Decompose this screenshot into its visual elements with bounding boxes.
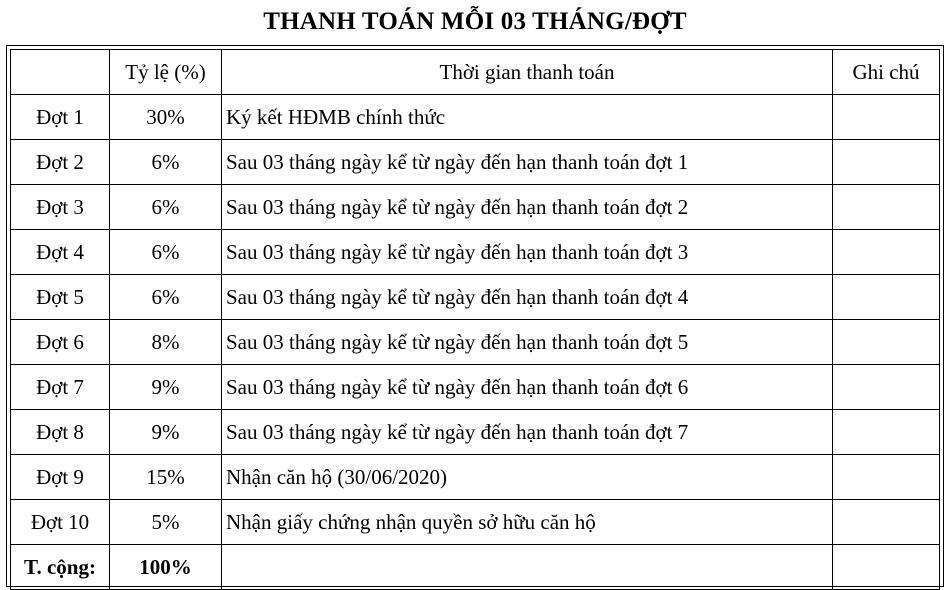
table-row	[11, 365, 940, 410]
header-schedule: Thời gian thanh toán	[222, 50, 833, 95]
note-cell	[833, 500, 940, 545]
installment-cell: Đợt 7	[11, 365, 110, 410]
header-row	[11, 50, 940, 95]
installment-cell: Đợt 1	[11, 95, 110, 140]
rate-cell: 6%	[110, 140, 222, 185]
table-row	[11, 95, 940, 140]
table-row	[11, 185, 940, 230]
note-cell	[833, 140, 940, 185]
table-row	[11, 320, 940, 365]
table-body	[11, 95, 940, 545]
schedule-cell: Sau 03 tháng ngày kể từ ngày đến hạn thanh toán đợt 7	[222, 410, 833, 455]
table-row	[11, 140, 940, 185]
schedule-cell: Sau 03 tháng ngày kể từ ngày đến hạn thanh toán đợt 1	[222, 140, 833, 185]
schedule-cell: Sau 03 tháng ngày kể từ ngày đến hạn thanh toán đợt 3	[222, 230, 833, 275]
header-note: Ghi chú	[833, 50, 940, 95]
schedule-cell: Sau 03 tháng ngày kể từ ngày đến hạn thanh toán đợt 5	[222, 320, 833, 365]
rate-cell: 15%	[110, 455, 222, 500]
rate-cell: 6%	[110, 230, 222, 275]
installment-cell: Đợt 2	[11, 140, 110, 185]
payment-schedule-table	[10, 49, 940, 590]
table-row	[11, 230, 940, 275]
note-cell	[833, 365, 940, 410]
rate-cell: 5%	[110, 500, 222, 545]
total-note	[833, 545, 940, 590]
rate-cell: 9%	[110, 410, 222, 455]
note-cell	[833, 410, 940, 455]
total-row	[11, 545, 940, 590]
total-label: T. cộng:	[11, 545, 110, 590]
installment-cell: Đợt 6	[11, 320, 110, 365]
schedule-cell: Sau 03 tháng ngày kể từ ngày đến hạn thanh toán đợt 4	[222, 275, 833, 320]
total-rate: 100%	[110, 545, 222, 590]
table-row	[11, 500, 940, 545]
note-cell	[833, 275, 940, 320]
schedule-cell: Sau 03 tháng ngày kể từ ngày đến hạn thanh toán đợt 2	[222, 185, 833, 230]
installment-cell: Đợt 9	[11, 455, 110, 500]
installment-cell: Đợt 8	[11, 410, 110, 455]
table-row	[11, 275, 940, 320]
schedule-cell: Sau 03 tháng ngày kể từ ngày đến hạn thanh toán đợt 6	[222, 365, 833, 410]
installment-cell: Đợt 5	[11, 275, 110, 320]
header-installment	[11, 50, 110, 95]
note-cell	[833, 95, 940, 140]
note-cell	[833, 185, 940, 230]
rate-cell: 6%	[110, 275, 222, 320]
schedule-cell: Nhận căn hộ (30/06/2020)	[222, 455, 833, 500]
schedule-cell: Nhận giấy chứng nhận quyền sở hữu căn hộ	[222, 500, 833, 545]
table-row	[11, 410, 940, 455]
note-cell	[833, 455, 940, 500]
rate-cell: 9%	[110, 365, 222, 410]
rate-cell: 30%	[110, 95, 222, 140]
table-row	[11, 455, 940, 500]
total-schedule	[222, 545, 833, 590]
header-rate: Tỷ lệ (%)	[110, 50, 222, 95]
payment-table-frame	[6, 45, 944, 587]
rate-cell: 8%	[110, 320, 222, 365]
note-cell	[833, 230, 940, 275]
installment-cell: Đợt 4	[11, 230, 110, 275]
rate-cell: 6%	[110, 185, 222, 230]
schedule-cell: Ký kết HĐMB chính thức	[222, 95, 833, 140]
page-title: THANH TOÁN MỖI 03 THÁNG/ĐỢT	[263, 8, 687, 35]
note-cell	[833, 320, 940, 365]
installment-cell: Đợt 3	[11, 185, 110, 230]
installment-cell: Đợt 10	[11, 500, 110, 545]
